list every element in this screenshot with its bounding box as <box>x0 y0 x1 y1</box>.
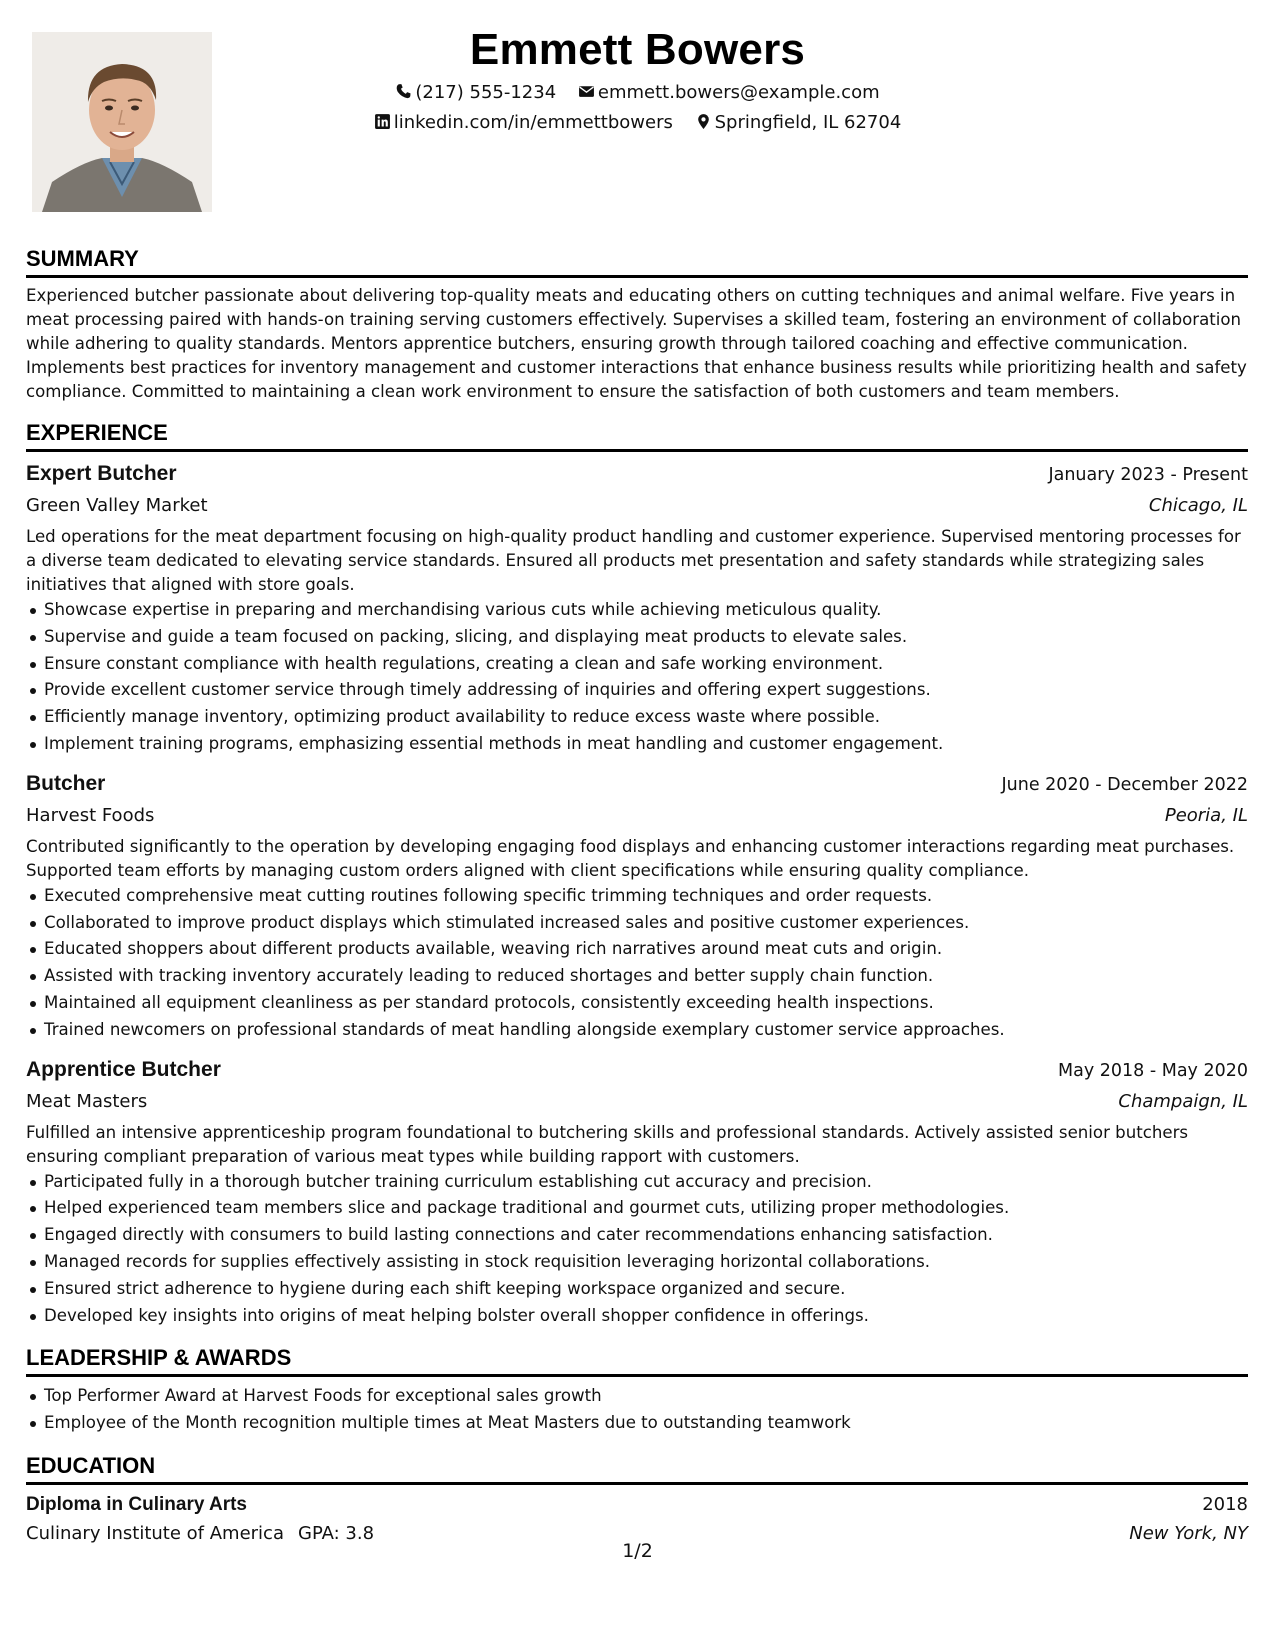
summary-section <box>26 244 1248 404</box>
education-location: New York, NY <box>1129 1522 1248 1544</box>
job-location: Peoria, IL <box>1164 804 1248 826</box>
contact-location <box>695 108 902 138</box>
candidate-name: Emmett Bowers <box>469 25 806 74</box>
envelope-icon <box>578 83 595 100</box>
job-bullets <box>26 883 1248 1044</box>
bullet-item: Supervise and guide a team focused on packing, slicing, and displaying meat products to elevate sales. <box>26 624 1248 651</box>
phone-text: (217) 555-1234 <box>415 82 557 103</box>
education-school: Culinary Institute of America <box>26 1522 284 1544</box>
bullet-item: Ensure constant compliance with health regulations, creating a clean and safe working environment. <box>26 651 1248 678</box>
resume-header <box>240 22 1035 138</box>
bullet-item: Provide excellent customer service through timely addressing of inquiries and offering expert suggestions. <box>26 677 1248 704</box>
education-year: 2018 <box>1202 1493 1248 1515</box>
linkedin-text[interactable]: linkedin.com/in/emmettbowers <box>393 112 673 133</box>
job-location: Champaign, IL <box>1118 1090 1248 1112</box>
job-title: Butcher <box>26 771 106 795</box>
job-company: Green Valley Market <box>26 495 208 516</box>
bullet-item: Developed key insights into origins of meat helping bolster overall shopper confidence in offerings. <box>26 1303 1248 1330</box>
location-text: Springfield, IL 62704 <box>714 112 902 133</box>
profile-photo <box>32 32 212 212</box>
bullet-item: Managed records for supplies effectively assisting in stock requisition leveraging horizontal collaborations. <box>26 1249 1248 1276</box>
bullet-item: Top Performer Award at Harvest Foods for exceptional sales growth <box>26 1383 1248 1410</box>
bullet-item: Engaged directly with consumers to build lasting connections and cater recommendations enhancing satisfaction. <box>26 1222 1248 1249</box>
linkedin-icon <box>374 113 391 130</box>
bullet-item: Trained newcomers on professional standards of meat handling alongside exemplary customer service approaches. <box>26 1017 1248 1044</box>
job-description: Fulfilled an intensive apprenticeship program foundational to butchering skills and professional standards. Actively assisted senior butchers ensuring compliant preparation of various meat types while building rapport with customers. <box>26 1122 1189 1166</box>
bullet-item: Showcase expertise in preparing and merchandising various cuts while achieving meticulous quality. <box>26 597 1248 624</box>
job-title: Apprentice Butcher <box>26 1057 221 1081</box>
bullet-item: Efficiently manage inventory, optimizing product availability to reduce excess waste where possible. <box>26 704 1248 731</box>
contact-phone <box>395 78 556 108</box>
education-gpa: GPA: 3.8 <box>298 1522 375 1544</box>
bullet-item: Ensured strict adherence to hygiene during each shift keeping workspace organized and secure. <box>26 1276 1248 1303</box>
contact-linkedin[interactable] <box>374 108 673 138</box>
phone-icon <box>395 83 412 100</box>
job-dates: January 2023 - Present <box>1048 465 1248 485</box>
job-entry <box>26 458 1248 758</box>
experience-heading: EXPERIENCE <box>26 418 1248 452</box>
bullet-item: Collaborated to improve product displays which stimulated increased sales and positive customer experiences. <box>26 910 1248 937</box>
bullet-item: Participated fully in a thorough butcher training curriculum establishing cut accuracy and precision. <box>26 1169 1248 1196</box>
job-description: Contributed significantly to the operation by developing engaging food displays and enhancing customer interactions regarding meat purchases. Supported team efforts by managing custom orders aligned with client specifications while ensuring quality compliance. <box>26 836 1235 880</box>
education-degree: Diploma in Culinary Arts <box>26 1493 247 1515</box>
bullet-item: Employee of the Month recognition multiple times at Meat Masters due to outstanding teamwork <box>26 1410 1248 1437</box>
bullet-item: Maintained all equipment cleanliness as per standard protocols, consistently exceeding health inspections. <box>26 990 1248 1017</box>
job-entry <box>26 1054 1248 1330</box>
bullet-item: Executed comprehensive meat cutting routines following specific trimming techniques and order requests. <box>26 883 1248 910</box>
contact-line-1 <box>240 78 1035 108</box>
bullet-item: Implement training programs, emphasizing essential methods in meat handling and customer engagement. <box>26 731 1248 758</box>
job-title: Expert Butcher <box>26 462 177 485</box>
map-pin-icon <box>695 113 712 130</box>
job-company: Harvest Foods <box>26 804 155 826</box>
summary-text: Experienced butcher passionate about delivering top-quality meats and educating others on cutting techniques and animal welfare. Five years in meat processing paired with hands-on training serving customers effectively. Supervises a skilled team, fostering an environment of collaboration while adhering to quality standards. Mentors apprentice butchers, ensuring growth through tailored coaching and effective communication. Implements best practices for inventory management and customer interactions that enhance business results while prioritizing health and safety compliance. Committed to maintaining a clean work environment to ensure the satisfaction of both customers and team members. <box>26 286 1247 401</box>
contact-email[interactable] <box>578 78 880 108</box>
job-dates: June 2020 - December 2022 <box>1001 774 1248 795</box>
education-heading: EDUCATION <box>26 1451 1248 1485</box>
job-dates: May 2018 - May 2020 <box>1058 1060 1248 1081</box>
leadership-section <box>26 1343 1248 1437</box>
job-entry <box>26 768 1248 1044</box>
job-location: Chicago, IL <box>1148 495 1248 516</box>
education-section <box>26 1451 1248 1549</box>
job-bullets <box>26 1169 1248 1330</box>
bullet-item: Helped experienced team members slice and package traditional and gourmet cuts, utilizing proper methodologies. <box>26 1195 1248 1222</box>
resume-body <box>26 244 1248 1563</box>
profile-photo-illustration <box>32 32 212 212</box>
job-company: Meat Masters <box>26 1090 148 1112</box>
summary-heading: SUMMARY <box>26 244 1248 278</box>
job-bullets <box>26 597 1248 758</box>
leadership-bullets <box>26 1383 1248 1437</box>
page-number: 1/2 <box>622 1540 653 1562</box>
leadership-heading: LEADERSHIP & AWARDS <box>26 1343 1248 1377</box>
experience-section <box>26 418 1248 1329</box>
contact-line-2 <box>240 108 1035 138</box>
bullet-item: Educated shoppers about different products available, weaving rich narratives around meat cuts and origin. <box>26 936 1248 963</box>
job-description: Led operations for the meat department focusing on high-quality product handling and customer experience. Supervised mentoring processes for a diverse team dedicated to elevating service standards. Ensured all products met presentation and safety standards while strategizing sales initiatives that aligned with store goals. <box>26 527 1241 594</box>
email-text[interactable]: emmett.bowers@example.com <box>597 82 880 103</box>
bullet-item: Assisted with tracking inventory accurately leading to reduced shortages and better supply chain function. <box>26 963 1248 990</box>
